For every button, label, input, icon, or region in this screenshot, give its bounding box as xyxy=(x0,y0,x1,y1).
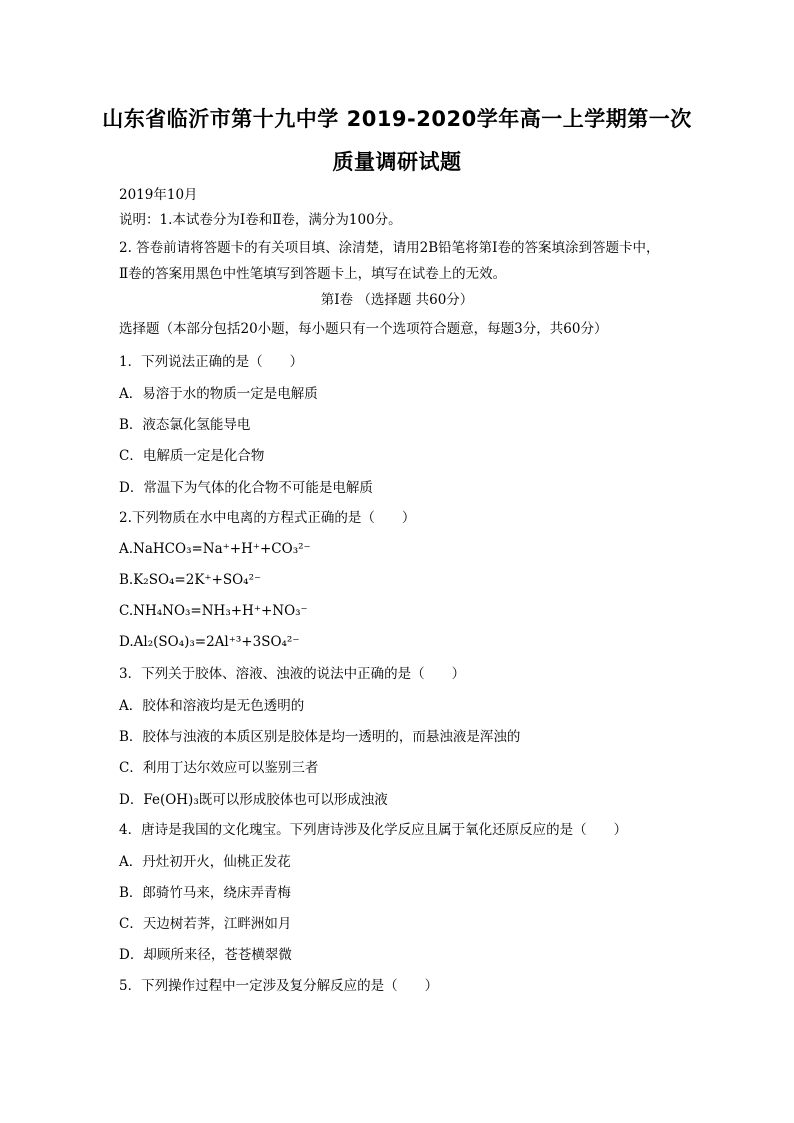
question-2-option-c: C.NH₄NO₃=NH₃+H⁺+NO₃⁻ xyxy=(119,603,308,619)
instructions-note-1: 说明：1.本试卷分为Ⅰ卷和Ⅱ卷，满分为100分。 xyxy=(119,212,402,228)
question-1-option-b: B．液态氯化氢能导电 xyxy=(119,417,251,433)
question-3-stem: 3．下列关于胶体、溶液、浊液的说法中正确的是（ ） xyxy=(119,666,466,682)
question-1-option-c: C．电解质一定是化合物 xyxy=(119,448,265,464)
question-3-option-b: B．胶体与浊液的本质区别是胶体是均一透明的，而悬浊液是浑浊的 xyxy=(119,729,521,745)
question-5-stem: 5．下列操作过程中一定涉及复分解反应的是（ ） xyxy=(119,978,439,994)
question-2-option-d: D.Al₂(SO₄)₃=2Al⁺³+3SO₄²⁻ xyxy=(119,634,300,650)
instructions-note-2-line-1: 2. 答卷前请将答题卡的有关项目填、涂清楚，请用2B铅笔将第Ⅰ卷的答案填涂到答题卡中， xyxy=(119,240,660,256)
question-4-option-a: A．丹灶初开火，仙桃正发花 xyxy=(119,854,291,870)
instructions-note-2-line-2: Ⅱ卷的答案用黑色中性笔填写到答题卡上，填写在试卷上的无效。 xyxy=(119,266,507,282)
question-3-option-c: C．利用丁达尔效应可以鉴别三者 xyxy=(119,760,319,776)
exam-title-line-2: 质量调研试题 xyxy=(332,150,462,174)
question-4-option-b: B．郎骑竹马来，绕床弄青梅 xyxy=(119,885,291,901)
question-1-stem: 1．下列说法正确的是（ ） xyxy=(119,354,304,370)
exam-date: 2019年10月 xyxy=(119,187,198,203)
section-heading: 第Ⅰ卷 （选择题 共60分） xyxy=(320,292,474,308)
question-4-option-d: D．却顾所来径，苍苍横翠微 xyxy=(119,947,292,963)
question-4-stem: 4．唐诗是我国的文化瑰宝。下列唐诗涉及化学反应且属于氧化还原反应的是（ ） xyxy=(119,822,628,838)
question-2-option-a: A.NaHCO₃=Na⁺+H⁺+CO₃²⁻ xyxy=(119,541,311,557)
exam-title-line-1: 山东省临沂市第十九中学 2019-2020学年高一上学期第一次 xyxy=(102,107,692,131)
question-4-option-c: C．天边树若荠，江畔洲如月 xyxy=(119,916,292,932)
question-1-option-d: D．常温下为气体的化合物不可能是电解质 xyxy=(119,480,373,496)
question-1-option-a: A．易溶于水的物质一定是电解质 xyxy=(119,386,318,402)
question-2-option-b: B.K₂SO₄=2K⁺+SO₄²⁻ xyxy=(119,572,262,588)
question-3-option-a: A．胶体和溶液均是无色透明的 xyxy=(119,698,305,714)
question-2-stem: 2.下列物质在水中电离的方程式正确的是（ ） xyxy=(119,510,416,526)
question-3-option-d: D．Fe(OH)₃既可以形成胶体也可以形成浊液 xyxy=(119,792,388,808)
section-instruction: 选择题（本部分包括20小题，每小题只有一个选项符合题意，每题3分，共60分） xyxy=(119,321,608,337)
